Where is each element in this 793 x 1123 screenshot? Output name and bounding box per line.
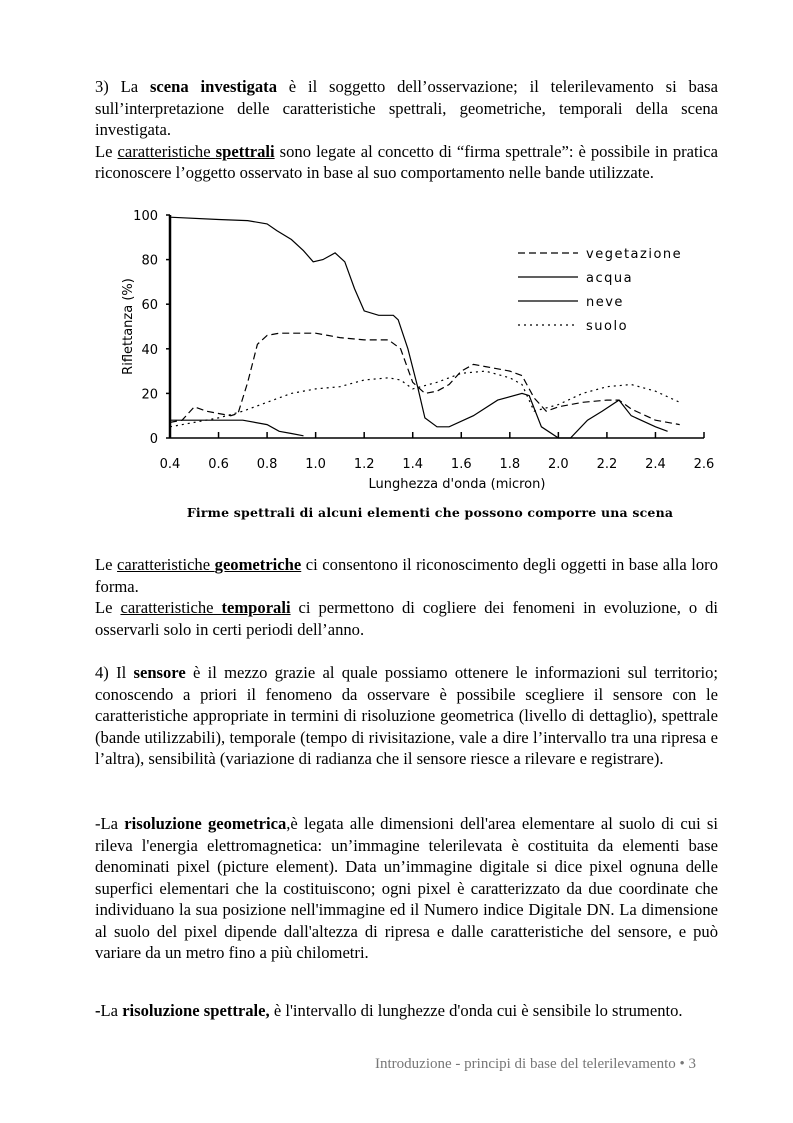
text-run: ci consentono il riconoscimento degli oggetti in base alla loro forma.: [95, 555, 719, 596]
text-run: è l'intervallo di lunghezze d'onda cui è sensibile lo strumento.: [269, 1001, 683, 1020]
emphasized-text: temporali: [221, 598, 291, 617]
section-4-risoluzione-geometrica: [95, 813, 718, 964]
x-tick-label: 2.2: [596, 457, 618, 472]
emphasized-text: risoluzione spettrale,: [122, 1001, 270, 1020]
series-line-acqua: [170, 420, 304, 436]
text-run: sono legate al concetto di “firma spettrale”: è possibile in pratica riconoscere l’oggetto osservato in base al suo comportamento nelle bande utilizzate.: [95, 141, 719, 182]
text-run: La: [100, 1001, 123, 1020]
emphasized-text: spettrali: [215, 141, 275, 161]
legend-label-vegetazione: vegetazione: [586, 247, 683, 262]
x-tick-label: 1.2: [353, 457, 375, 472]
emphasized-text: risoluzione geometrica: [124, 814, 287, 833]
section-4-sensore: [95, 662, 718, 770]
emphasized-text: -: [95, 1001, 101, 1020]
spectral-signature-chart: [110, 205, 730, 495]
section-4-risoluzione-spettrale: [95, 1000, 718, 1022]
x-tick-label: 0.6: [208, 457, 229, 472]
text-run: -La: [95, 814, 125, 833]
y-tick-label: 80: [141, 253, 158, 269]
legend-label-neve: neve: [586, 295, 624, 310]
y-tick-label: 40: [141, 342, 158, 358]
x-tick-label: 1.6: [450, 457, 472, 472]
paragraph-caratteristiche-temporali: [95, 597, 718, 640]
x-tick-label: 2.4: [645, 457, 666, 472]
paragraph-risoluzione-geometrica: [95, 813, 718, 964]
text-run: Le: [95, 598, 121, 617]
emphasized-text: scena investigata: [149, 77, 277, 96]
x-axis-label: Lunghezza d'onda (micron): [368, 477, 546, 492]
emphasized-text: geometriche: [214, 555, 302, 574]
paragraph-caratteristiche-spettrali: [95, 141, 718, 184]
text-run: ci permettono di cogliere dei fenomeni in evoluzione, o di osservarli solo in certi periodi dell’anno.: [95, 598, 718, 639]
text-run: ,è legata alle dimensioni dell'area elementare al suolo di cui si rileva l'energia elettromagnetica: un’immagine telerilevata è costituita da elementi base denominati pixel (picture element). Data un’immagine digitale si dice pixel ognuna delle superfici elementari che la costituiscono; ogni pixel è caratterizzato da due coordinate che individuano la sua posizione nell'immagine ed il Numero indice Digitale DN. La dimensione al suolo del pixel dipende dall'altezza di ripresa e dalle caratteristiche del sensore, e può variare da un metro fino a più chilometri.: [95, 814, 718, 962]
text-run: è il mezzo grazie al quale possiamo ottenere le informazioni sul territorio; conoscendo a priori il fenomeno da osservare è possibile scegliere il sensore con le caratteristiche appropriate in termini di risoluzione geometrica (livello di dettaglio), spettrale (bande utilizzabili), temporale (tempo di rivisitazione, vale a dire l’intervallo tra una ripresa e l’altra), sensibilità (variazione di radianza che il sensore riesce a rilevare e registrare).: [95, 663, 718, 768]
emphasized-text: caratteristiche: [117, 141, 216, 161]
y-tick-label: 100: [133, 209, 158, 224]
paragraph-risoluzione-spettrale: [95, 1000, 718, 1022]
y-axis-label: Riflettanza (%): [121, 278, 136, 375]
x-tick-label: 1.0: [305, 457, 326, 472]
y-tick-label: 0: [149, 432, 158, 447]
x-tick-label: 0.4: [159, 457, 181, 472]
y-tick-label: 20: [141, 387, 158, 403]
x-tick-label: 2.6: [693, 457, 715, 472]
emphasized-text: caratteristiche: [120, 598, 222, 617]
text-run: Le: [95, 141, 118, 161]
text-run: 3) La: [95, 77, 150, 96]
section-3-intro: [95, 76, 718, 184]
text-run: è il soggetto dell’osservazione; il telerilevamento si basa sull’interpretazione delle caratteristiche spettrali, geometriche, temporali della scena investigata.: [95, 77, 719, 139]
y-tick-label: 60: [141, 298, 158, 314]
section-3-characteristics: [95, 554, 718, 640]
paragraph-sensore: [95, 662, 718, 770]
x-tick-label: 0.8: [256, 457, 278, 472]
page-footer: Introduzione - principi di base del telerilevamento • 3: [375, 1056, 696, 1072]
figure-caption: Firme spettrali di alcuni elementi che possono comporre una scena: [186, 505, 674, 520]
x-tick-label: 2.0: [548, 457, 569, 472]
x-tick-label: 1.8: [499, 457, 521, 472]
x-tick-label: 1.4: [402, 457, 424, 472]
legend-label-acqua: acqua: [586, 271, 634, 286]
paragraph-caratteristiche-geometriche: [95, 554, 718, 597]
text-run: Le: [95, 555, 118, 574]
emphasized-text: caratteristiche: [117, 555, 215, 574]
text-run: 4) Il: [95, 663, 134, 682]
emphasized-text: sensore: [133, 663, 186, 682]
legend-label-suolo: suolo: [586, 319, 629, 334]
paragraph-scena-investigata: [95, 76, 718, 141]
